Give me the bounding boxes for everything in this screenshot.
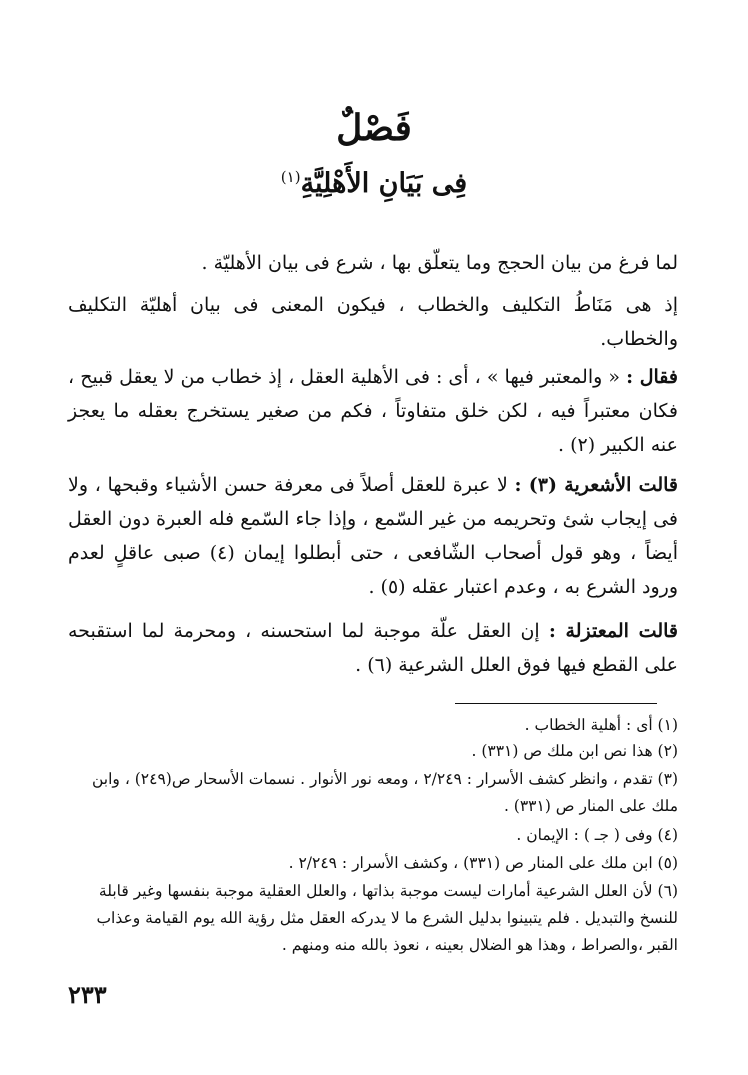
paragraph-5 xyxy=(68,614,678,682)
paragraph-lead: فقال : xyxy=(626,366,679,388)
chapter-title: فَصْلٌ xyxy=(336,107,412,149)
paragraph-text: « والمعتبر فيها » ، أى : فى الأهلية العقل ، إذ خطاب من لا يعقل قبيح ، فكان معتبراً فيه ، لكن خلق متفاوتاً ، فكم من صغير يستخرج بعقله ما يعجز عنه الكبير (٢) . xyxy=(68,366,678,456)
paragraph-3 xyxy=(68,360,678,462)
chapter-subtitle xyxy=(0,158,748,203)
paragraph-text: لا عبرة للعقل أصلاً فى معرفة حسن الأشياء وقبحها ، ولا فى إيجاب شئ وتحريمه من غير السّمع ، وإذا جاء السّمع فله العبرة دون العقل أيضاً ، وهو قول أصحاب الشّافعى ، حتى أبطلوا إيمان (٤) صبى عاقلٍ لعدم ورود الشرع به ، وعدم اعتبار عقله (٥) . xyxy=(68,474,678,598)
subtitle-footnote-ref: (١) xyxy=(280,168,301,186)
page-number: ٢٣٣ xyxy=(68,980,107,1009)
paragraph-text: لما فرغ من بيان الحجج وما يتعلّق بها ، شرع فى بيان الأهليّة . xyxy=(201,252,678,274)
footnote-6: (٦) لأن العلل الشرعية أمارات ليست موجبة بذاتها ، والعلل العقلية موجبة بنفسها وغير قابلة للنسخ والتبديل . فلم يتبينوا بدليل الشرع ما لا يدركه العقل مثل رؤية الله يوم القيامة وعذاب القبر ،والصراط ، وهذا هو الضلال بعينه ، نعوذ بالله منه ومنهم . xyxy=(96,882,678,954)
paragraph-4 xyxy=(68,468,678,604)
paragraph-2 xyxy=(68,288,678,356)
paragraph-lead: قالت الأشعرية (٣) : xyxy=(514,474,678,496)
footnote-1: (١) أى : أهلية الخطاب . xyxy=(524,716,678,734)
footnote-3: (٣) تقدم ، وانظر كشف الأسرار : ٢/٢٤٩ ، ومعه نور الأنوار . نسمات الأسحار ص(٢٤٩) ، وابن ملك على المنار ص (٣٣١) . xyxy=(91,770,678,815)
paragraph-text: إن العقل علّة موجبة لما استحسنه ، ومحرمة لما استقبحه على القطع فيها فوق العلل الشرعية (٦) . xyxy=(68,620,678,676)
paragraph-1 xyxy=(68,246,678,280)
paragraph-lead: قالت المعتزلة : xyxy=(548,620,678,642)
footnote-2: (٢) هذا نص ابن ملك ص (٣٣١) . xyxy=(471,742,678,760)
footnote-5: (٥) ابن ملك على المنار ص (٣٣١) ، وكشف الأسرار : ٢/٢٤٩ . xyxy=(288,854,678,872)
footnote-separator xyxy=(455,703,657,704)
subtitle-text: فِى بَيَانِ الأَهْلِيَّةِ xyxy=(300,168,468,199)
footnote-4: (٤) وفى ( جـ ) : الإيمان . xyxy=(516,826,678,844)
paragraph-text: إذ هى مَنَاطُ التكليف والخطاب ، فيكون المعنى فى بيان أهليّة التكليف والخطاب. xyxy=(68,294,678,350)
